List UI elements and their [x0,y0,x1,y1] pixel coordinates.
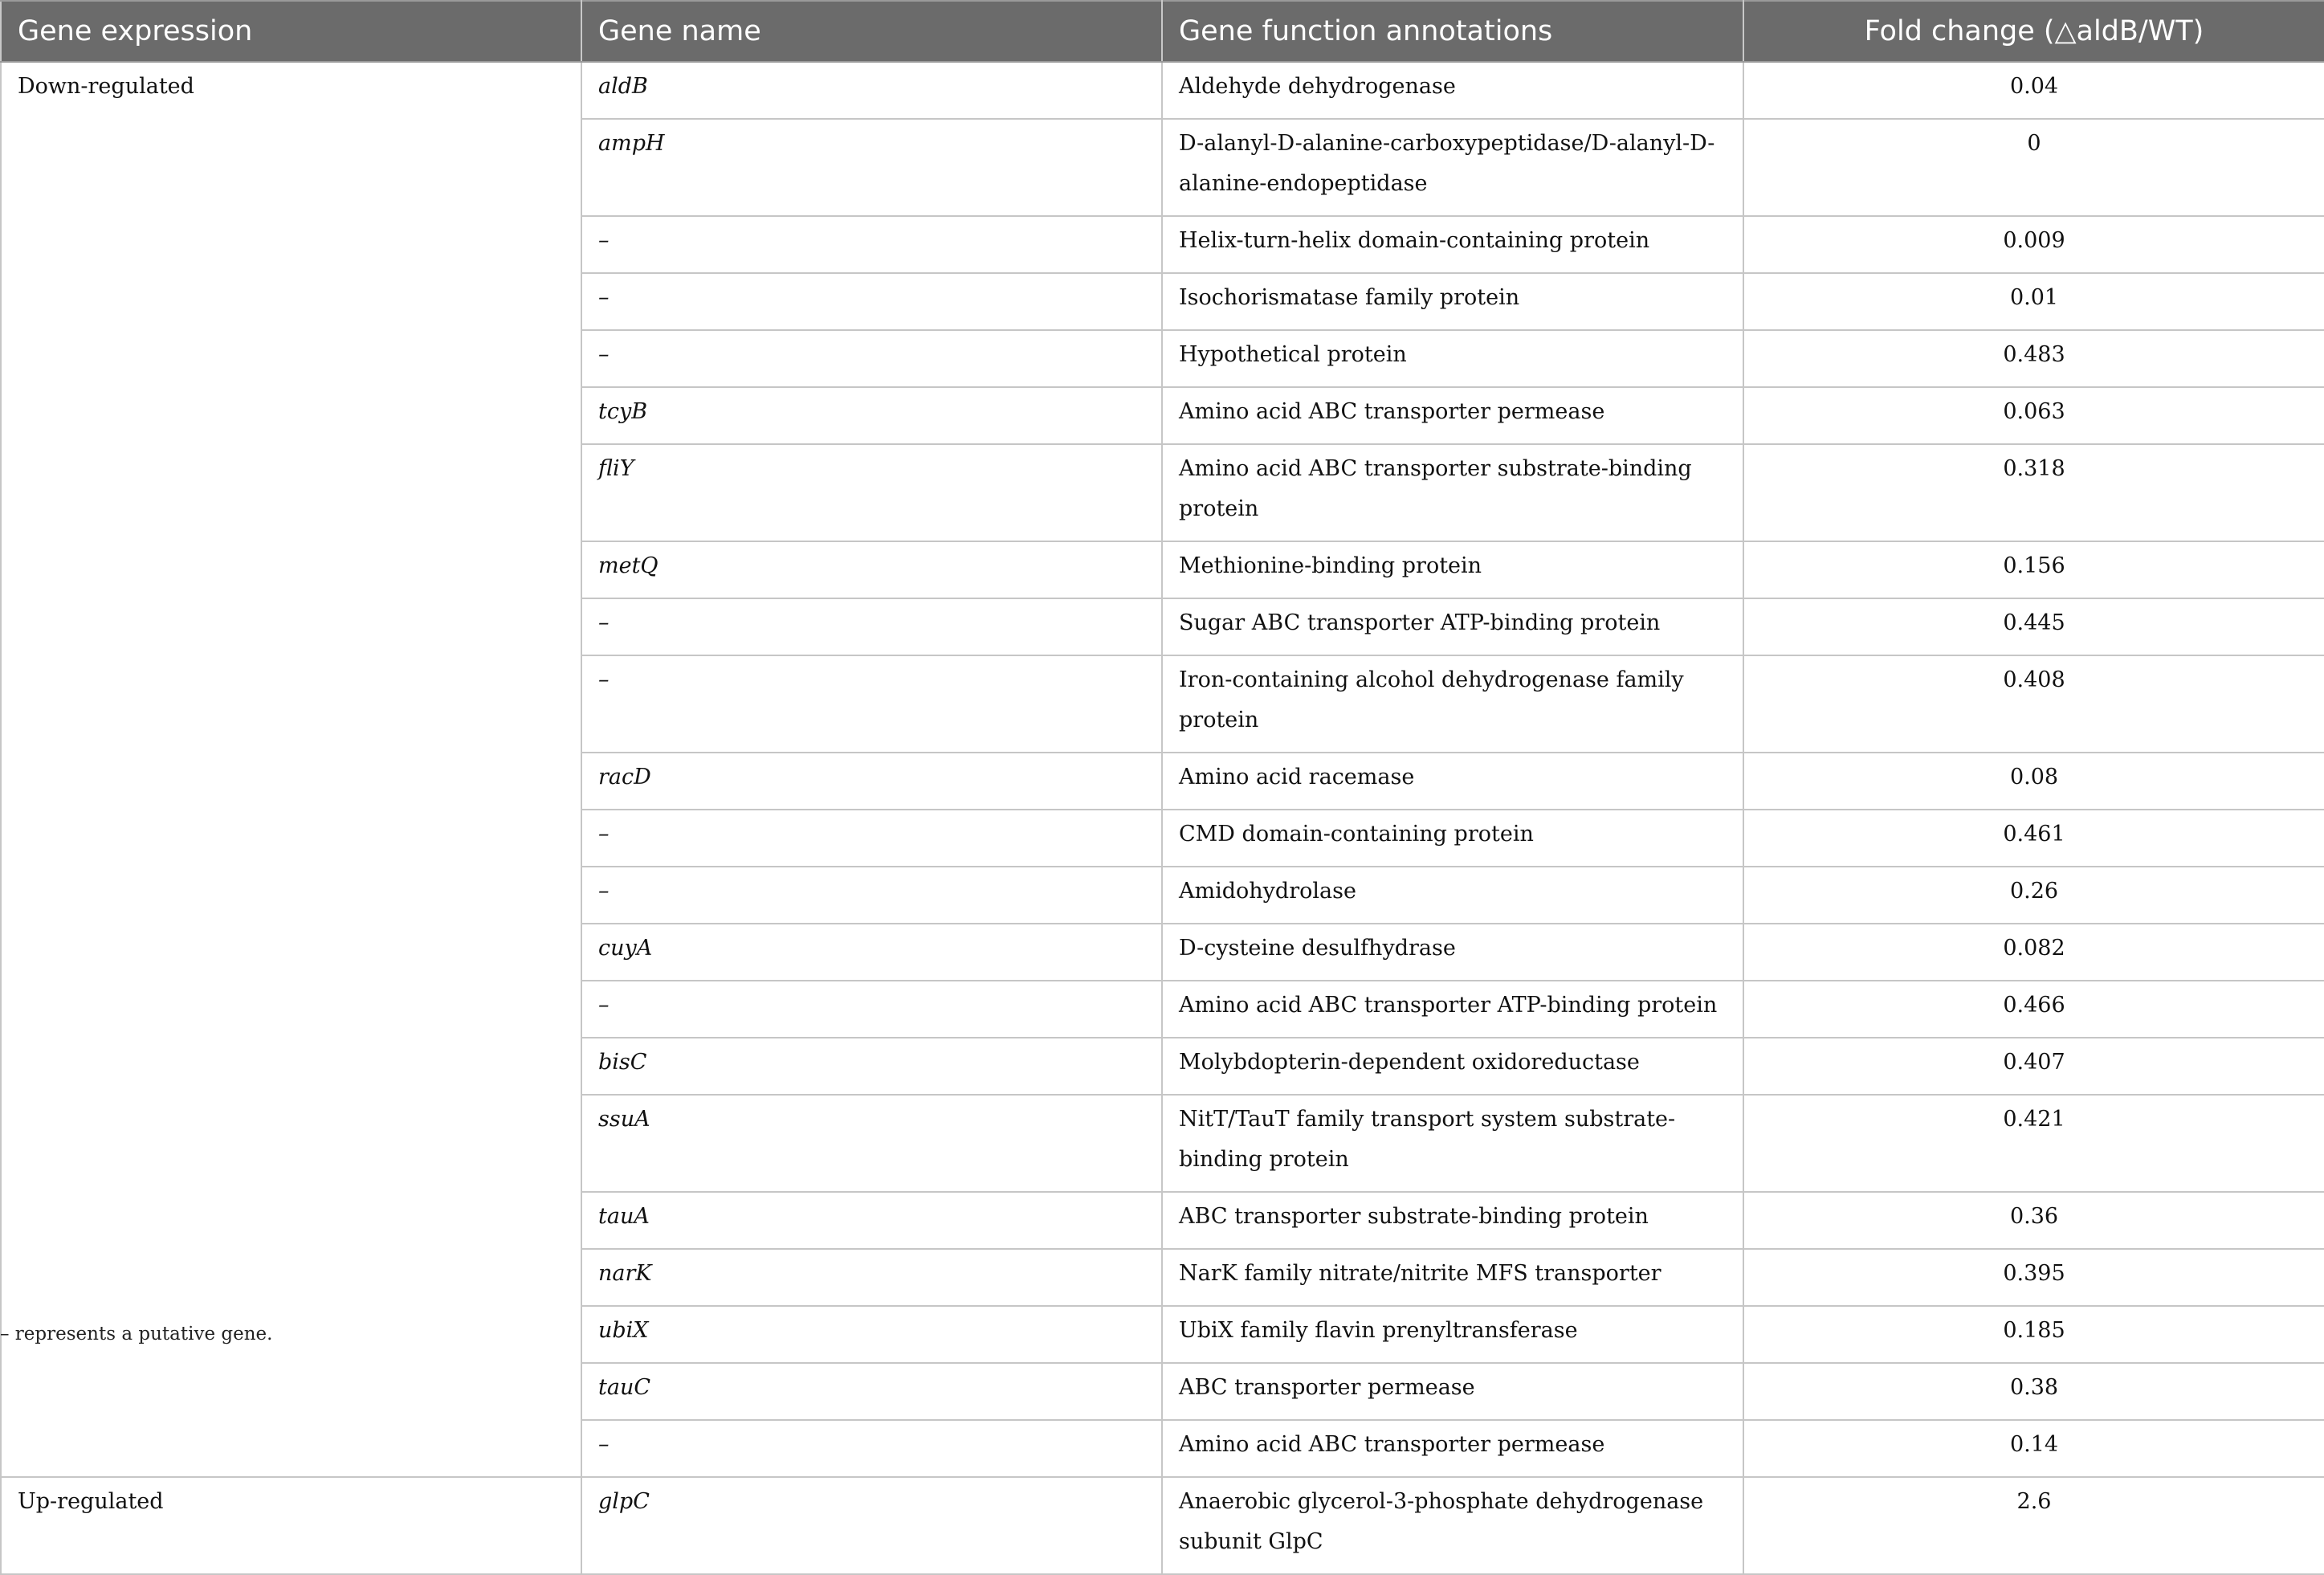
fold-change-cell-text: 0.461 [2003,822,2065,847]
gene-name-cell-text: tauC [598,1375,650,1400]
gene-function-cell-text: ABC transporter substrate-binding protein [1179,1204,1649,1229]
gene-function-cell [1162,1477,1743,1574]
gene-function-cell [1162,62,1743,119]
gene-function-cell [1162,387,1743,444]
gene-name-cell [581,273,1162,330]
table-row [1,1477,2324,1574]
gene-name-cell-text: bisC [598,1050,647,1075]
gene-name-cell [581,810,1162,867]
table-body [1,62,2324,1574]
fold-change-cell-text: 2.6 [2016,1489,2052,1514]
fold-change-cell [1743,1363,2324,1420]
gene-function-cell [1162,981,1743,1038]
gene-function-cell-text: NitT/TauT family transport system substrate-binding protein [1179,1107,1676,1172]
gene-function-cell [1162,1095,1743,1192]
gene-name-cell-text: ubiX [598,1318,649,1343]
gene-name-cell [581,62,1162,119]
fold-change-cell [1743,1477,2324,1574]
fold-change-cell-text: 0.395 [2003,1261,2065,1286]
gene-name-cell-text: – [598,822,610,847]
gene-expression-group-cell [1,1477,581,1574]
gene-function-cell-text: Aldehyde dehydrogenase [1179,74,1456,99]
gene-function-cell [1162,330,1743,387]
gene-function-cell-text: Molybdopterin-dependent oxidoreductase [1179,1050,1640,1075]
gene-function-cell [1162,216,1743,273]
header-gene-name: Gene name [581,1,1162,62]
fold-change-cell [1743,1249,2324,1306]
gene-name-cell [581,1095,1162,1192]
fold-change-cell-text: 0.445 [2003,610,2065,635]
gene-function-cell [1162,119,1743,216]
fold-change-cell [1743,444,2324,541]
gene-name-cell-text: narK [598,1261,652,1286]
gene-function-cell [1162,444,1743,541]
gene-name-cell-text: tauA [598,1204,650,1229]
gene-name-cell [581,119,1162,216]
gene-function-cell-text: Amino acid ABC transporter substrate-binding protein [1179,456,1692,521]
gene-name-cell [581,541,1162,598]
gene-function-cell-text: NarK family nitrate/nitrite MFS transporter [1179,1261,1661,1286]
fold-change-cell [1743,273,2324,330]
gene-function-cell [1162,810,1743,867]
gene-name-cell-text: metQ [598,553,658,578]
gene-name-cell [581,1420,1162,1477]
fold-change-cell [1743,541,2324,598]
gene-name-cell [581,330,1162,387]
gene-function-cell [1162,1363,1743,1420]
fold-change-cell-text: 0.063 [2003,399,2065,424]
gene-function-cell-text: Amino acid ABC transporter permease [1179,1432,1605,1457]
gene-function-cell [1162,924,1743,981]
gene-function-cell-text: Amidohydrolase [1179,879,1356,904]
header-gene-function: Gene function annotations [1162,1,1743,62]
fold-change-cell-text: 0.01 [2009,285,2059,310]
gene-name-cell [581,1038,1162,1095]
fold-change-cell [1743,387,2324,444]
fold-change-cell-text: 0.04 [2009,74,2059,99]
gene-function-cell [1162,541,1743,598]
fold-change-cell [1743,1038,2324,1095]
gene-function-cell-text: Hypothetical protein [1179,342,1407,367]
fold-change-cell-text: 0.483 [2003,342,2065,367]
gene-name-cell-text: racD [598,765,651,790]
gene-name-cell-text: fliY [598,456,634,481]
gene-function-cell [1162,655,1743,753]
gene-name-cell [581,655,1162,753]
gene-name-cell-text: tcyB [598,399,648,424]
fold-change-cell [1743,655,2324,753]
fold-change-cell-text: 0.421 [2003,1107,2065,1132]
gene-function-cell-text: Methionine-binding protein [1179,553,1482,578]
gene-name-cell-text: – [598,610,610,635]
gene-function-cell-text: Anaerobic glycerol-3-phosphate dehydrogenase subunit GlpC [1179,1489,1704,1554]
fold-change-cell [1743,981,2324,1038]
gene-expression-group-cell [1,62,581,1477]
fold-change-cell [1743,216,2324,273]
gene-function-cell-text: CMD domain-containing protein [1179,822,1534,847]
gene-expression-label: Down-regulated [18,74,194,99]
gene-function-cell-text: Amino acid ABC transporter ATP-binding protein [1179,993,1718,1018]
gene-name-cell [581,924,1162,981]
gene-function-cell-text: Amino acid racemase [1179,765,1415,790]
gene-name-cell [581,753,1162,810]
fold-change-cell [1743,598,2324,655]
gene-name-cell-text: aldB [598,74,648,99]
fold-change-cell-text: 0 [2027,131,2041,156]
fold-change-cell [1743,62,2324,119]
gene-name-cell [581,444,1162,541]
gene-name-cell-text: – [598,993,610,1018]
table-header-row [1,1,2324,62]
fold-change-cell-text: 0.08 [2009,765,2059,790]
gene-name-cell [581,1306,1162,1363]
fold-change-cell [1743,1420,2324,1477]
table-row [1,62,2324,119]
fold-change-cell-text: 0.466 [2003,993,2065,1018]
header-fold-change: Fold change (△aldB/WT) [1743,1,2324,62]
gene-function-cell-text: Isochorismatase family protein [1179,285,1520,310]
gene-function-cell [1162,867,1743,924]
gene-name-cell-text: cuyA [598,936,653,961]
fold-change-cell [1743,753,2324,810]
gene-name-cell [581,1363,1162,1420]
fold-change-cell-text: 0.407 [2003,1050,2065,1075]
gene-name-cell-text: – [598,879,610,904]
gene-function-cell [1162,1420,1743,1477]
fold-change-cell-text: 0.156 [2003,553,2065,578]
fold-change-cell-text: 0.082 [2003,936,2065,961]
gene-function-cell-text: Sugar ABC transporter ATP-binding protein [1179,610,1661,635]
fold-change-cell-text: 0.185 [2003,1318,2065,1343]
gene-name-cell-text: – [598,228,610,253]
fold-change-cell-text: 0.318 [2003,456,2065,481]
gene-name-cell [581,387,1162,444]
gene-name-cell-text: – [598,285,610,310]
gene-name-cell-text: ssuA [598,1107,650,1132]
gene-function-cell [1162,1038,1743,1095]
fold-change-cell [1743,119,2324,216]
gene-function-cell [1162,1306,1743,1363]
fold-change-cell [1743,924,2324,981]
gene-name-cell [581,1192,1162,1249]
gene-function-cell-text: Amino acid ABC transporter permease [1179,399,1605,424]
gene-name-cell-text: glpC [598,1489,650,1514]
fold-change-cell-text: 0.26 [2009,879,2059,904]
gene-function-cell [1162,1249,1743,1306]
fold-change-cell [1743,330,2324,387]
header-gene-expression: Gene expression [1,1,581,62]
fold-change-cell [1743,1306,2324,1363]
gene-function-cell [1162,1192,1743,1249]
gene-name-cell [581,216,1162,273]
gene-function-cell-text: UbiX family flavin prenyltransferase [1179,1318,1578,1343]
gene-name-cell [581,1249,1162,1306]
gene-function-cell [1162,598,1743,655]
gene-function-cell-text: Helix-turn-helix domain-containing protein [1179,228,1650,253]
gene-name-cell-text: – [598,342,610,367]
fold-change-cell-text: 0.38 [2009,1375,2059,1400]
fold-change-cell [1743,1192,2324,1249]
fold-change-cell-text: 0.408 [2003,667,2065,692]
gene-function-cell-text: ABC transporter permease [1179,1375,1475,1400]
fold-change-cell-text: 0.009 [2003,228,2065,253]
gene-name-cell-text: ampH [598,131,665,156]
gene-function-cell-text: D-cysteine desulfhydrase [1179,936,1456,961]
fold-change-cell [1743,810,2324,867]
fold-change-cell-text: 0.14 [2009,1432,2059,1457]
gene-name-cell [581,1477,1162,1574]
gene-name-cell [581,867,1162,924]
table-footnote: – represents a putative gene. [0,1324,273,1344]
gene-name-cell [581,981,1162,1038]
gene-name-cell-text: – [598,667,610,692]
gene-function-cell [1162,753,1743,810]
gene-name-cell [581,598,1162,655]
gene-function-cell [1162,273,1743,330]
gene-expression-label: Up-regulated [18,1489,164,1514]
fold-change-cell [1743,867,2324,924]
gene-name-cell-text: – [598,1432,610,1457]
fold-change-cell [1743,1095,2324,1192]
gene-function-cell-text: D-alanyl-D-alanine-carboxypeptidase/D-alanyl-D-alanine-endopeptidase [1179,131,1715,196]
fold-change-cell-text: 0.36 [2009,1204,2059,1229]
gene-function-cell-text: Iron-containing alcohol dehydrogenase family protein [1179,667,1684,732]
